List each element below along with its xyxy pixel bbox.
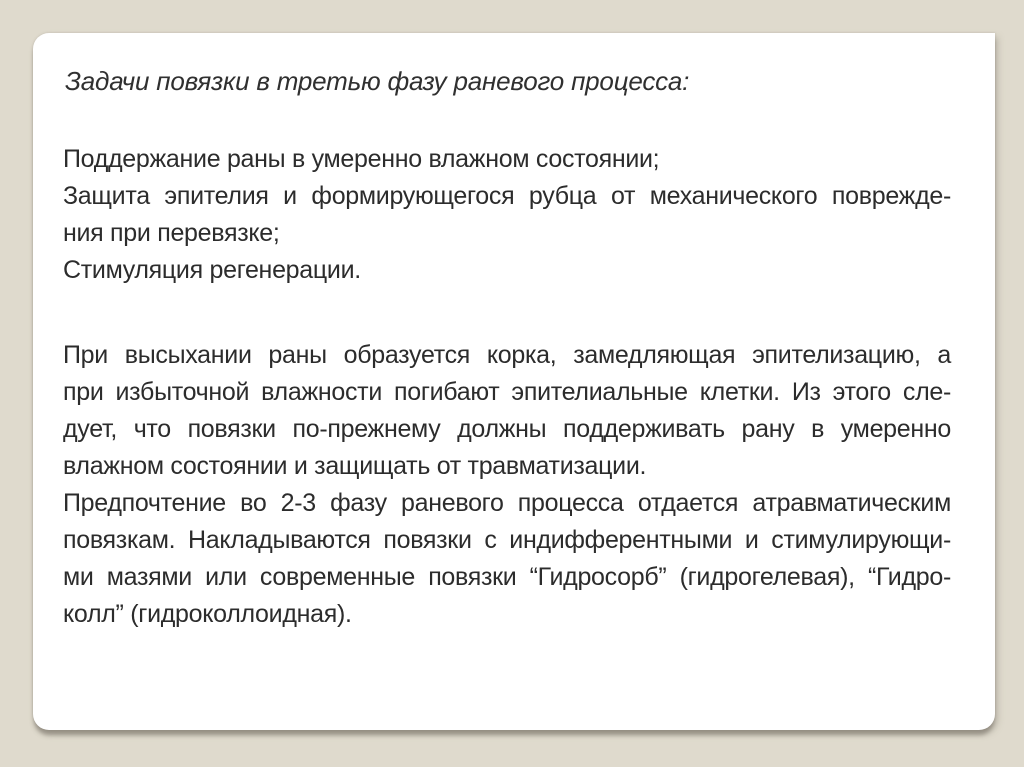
text-line: ми мазями или современные повязки “Гидросорб” (гидрогелевая), “Гидро- [63,563,951,591]
text-line: ния при перевязке; [63,219,280,247]
paragraph-drying [63,337,951,485]
paragraph-preference [63,485,951,633]
text-line: при избыточной влажности погибают эпителиальные клетки. Из этого сле- [63,378,951,406]
slide-content [33,33,995,633]
text-line: колл” (гидроколлоидная). [63,600,352,628]
text-line: Защита эпителия и формирующегося рубца от механического поврежде- [63,182,951,210]
slide-panel [33,33,995,730]
text-line: влажном состоянии и защищать от травматизации. [63,452,647,480]
slide-title: Задачи повязки в третью фазу раневого процесса: [65,66,690,96]
text-line: При высыхании раны образуется корка, замедляющая эпителизацию, а [63,341,951,369]
text-line: Поддержание раны в умеренно влажном состоянии; [63,145,660,173]
text-line: дует, что повязки по-прежнему должны поддерживать рану в умеренно [63,415,951,443]
tasks-list [63,141,951,289]
text-line: Стимуляция регенерации. [63,256,361,284]
text-line: повязкам. Накладываются повязки с индифферентными и стимулирующи- [63,526,951,554]
text-line: Предпочтение во 2-3 фазу раневого процесса отдается атравматическим [63,489,951,517]
